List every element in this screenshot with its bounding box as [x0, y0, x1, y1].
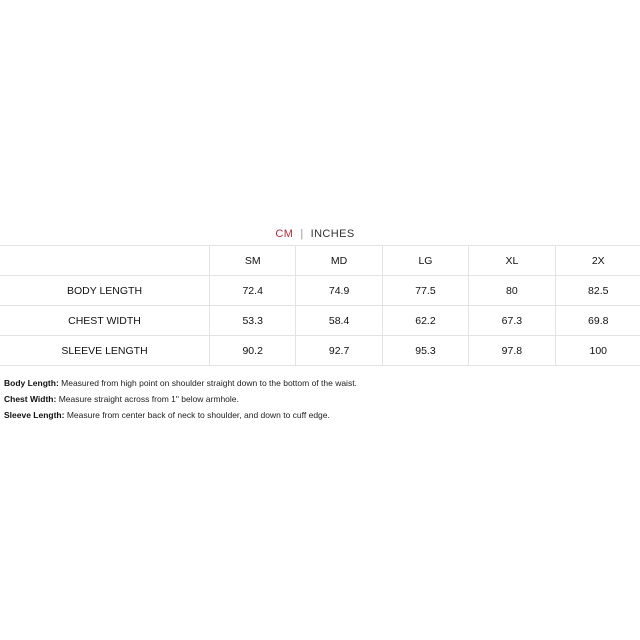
size-chart-table — [0, 245, 640, 366]
table-cell: 95.3 — [382, 336, 468, 366]
table-header-row — [0, 246, 640, 276]
row-label-sleeve-length: SLEEVE LENGTH — [0, 336, 210, 366]
table-cell: 82.5 — [555, 276, 640, 306]
column-header-2x: 2X — [555, 246, 640, 276]
table-cell: 69.8 — [555, 306, 640, 336]
note-text: Measure straight across from 1" below armhole. — [56, 394, 239, 404]
note-term: Sleeve Length: — [4, 410, 65, 420]
column-header-sm: SM — [210, 246, 296, 276]
table-cell: 72.4 — [210, 276, 296, 306]
table-cell: 58.4 — [296, 306, 382, 336]
table-cell: 67.3 — [469, 306, 555, 336]
note-sleeve-length — [4, 407, 624, 423]
note-term: Chest Width: — [4, 394, 57, 404]
note-body-length — [4, 375, 624, 391]
table-cell: 53.3 — [210, 306, 296, 336]
table-cell: 74.9 — [296, 276, 382, 306]
header-empty-cell — [0, 246, 210, 276]
measurement-notes — [4, 375, 624, 423]
table-row — [0, 336, 640, 366]
note-chest-width — [4, 391, 624, 407]
table-cell: 100 — [555, 336, 640, 366]
unit-toggle — [0, 226, 630, 242]
table-row — [0, 306, 640, 336]
table-cell: 90.2 — [210, 336, 296, 366]
table-row — [0, 276, 640, 306]
row-label-chest-width: CHEST WIDTH — [0, 306, 210, 336]
note-text: Measured from high point on shoulder straight down to the bottom of the waist. — [58, 378, 357, 388]
table-cell: 62.2 — [382, 306, 468, 336]
row-label-body-length: BODY LENGTH — [0, 276, 210, 306]
table-cell: 80 — [469, 276, 555, 306]
unit-separator: | — [300, 228, 304, 240]
note-term: Body Length: — [4, 378, 59, 388]
unit-inches-option[interactable]: INCHES — [310, 228, 355, 240]
note-text: Measure from center back of neck to shoulder, and down to cuff edge. — [64, 410, 330, 420]
table-cell: 92.7 — [296, 336, 382, 366]
column-header-lg: LG — [382, 246, 468, 276]
table-cell: 77.5 — [382, 276, 468, 306]
column-header-xl: XL — [469, 246, 555, 276]
column-header-md: MD — [296, 246, 382, 276]
unit-cm-option[interactable]: CM — [275, 228, 294, 240]
table-cell: 97.8 — [469, 336, 555, 366]
